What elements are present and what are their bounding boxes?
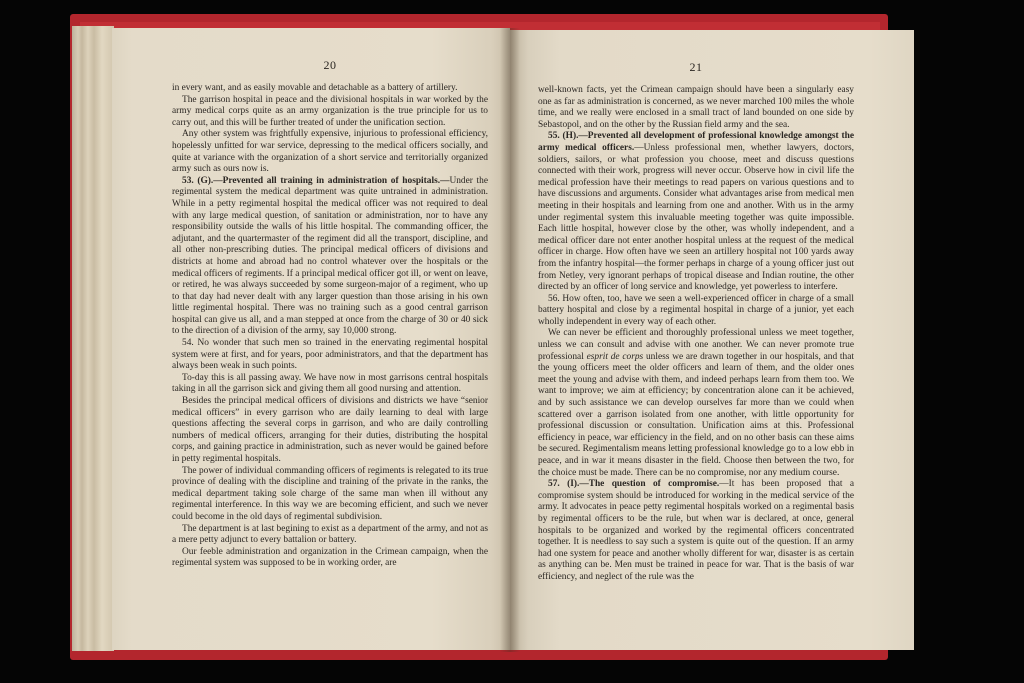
paragraph: well-known facts, yet the Crimean campaign should have been a singularly easy one as far as administration is concerned, as we never marched 100 miles the whole time, and we really were enclosed in a small tract of land bounded on one side by Sebastopol, and on the other by the Russian field army and the sea. — [538, 85, 854, 130]
paragraph-53-body: Under the regimental system the medical department was quite untrained in administration. While in a petty regimental hospital the medical officer was not required to deal with any large medical question, of sanitation or administration, nor to have any responsibility outside the walls of his little hospital. The commanding officer, the adjutant, and the quartermaster of the regiment did all the transport, discipline, and all other non-prescribing duties. The principal medical officers of divisions and districts at home and abroad had no control whatever over the hospitals or the medical officers of regiments. If a principal medical officer got ill, or went on leave, or retired, he was always succeeded by some surgeon-major of a regiment, who up to that day had never dealt with any larger question than those arising in his own little regimental hospital. There was no training such as a good central garrison hospital can give us all, and a man stepped at once from the charge of 30 or 40 sick to the direction of a division of the army, say 10,000 strong. — [172, 175, 489, 337]
paragraph-57 — [538, 479, 854, 583]
section-heading-55: 55. (H).—Prevented all development of professional knowledge amongst the army medical officers. — [538, 131, 854, 153]
paragraph: 54. No wonder that such men so trained in the enervating regimental hospital system were at first, and for years, poor administrators, and that the department has always been weak in such points. — [172, 338, 488, 372]
paragraph: To-day this is all passing away. We have now in most garrisons central hospitals taking in all the garrison sick and giving them all good nursing and attention. — [172, 372, 488, 395]
left-page — [112, 28, 510, 650]
right-page — [510, 30, 914, 650]
book-gutter — [500, 28, 520, 652]
paragraph: The department is at last begining to exist as a department of the army, and not as a mere petty adjunct to every battalion or battery. — [172, 523, 488, 546]
paragraph: The power of individual commanding officers of regiments is relegated to its true province of dealing with the discipline and training of the private in the ranks, the medical department taking sole charge of the same man when ill without any regimental interference. In this way we are becoming efficient, and such we never could become in the old days of regimental subdivision. — [172, 465, 488, 522]
paragraph: Our feeble administration and organization in the Crimean campaign, when the regimental system was supposed to be in working order, are — [172, 546, 488, 569]
text-run: unless we are drawn together in our hospitals, and that the young officers meet the older officers and learn of them, and the older ones meet the young and advise with them, and indeed perhaps learn from them too. We want to improve; we aim at efficiency; by concentration alone can it be achieved, and by such assistance we can develop ourselves far more than we could when scattered over a garrison isolated from one another, with little opportunity for professional discussion or consultation. Unification aims at this. Professional efficiency in peace, war efficiency in the field, and on no other basis can these aims be secured. Regimentalism means letting professional knowledge go to a low ebb in peace, and in war it means disaster in the field. Choose then between the two, for the choice must be made. There can be no compromise, nor any medium course. — [538, 351, 854, 478]
paragraph: The garrison hospital in peace and the divisional hospitals in war worked by the army medical corps quite as an army organization is the true principle for us to carry out, and this will be further treated of under the unification section. — [172, 94, 488, 128]
section-heading-57: 57. (I).—The question of compromise. — [548, 479, 720, 490]
text-run: We can never be efficient and thoroughly professional unless we meet together, unless we can consult and advise with one another. We can never promote true professional — [538, 328, 854, 362]
paragraph-55-body: —Unless professional men, whether lawyers, doctors, soldiers, sailors, or what profession you choose, meet and discuss questions connected with their work, progress will never occur. Observe how in civil life the medical profession have their meetings to read papers on various questions and to have discussions and arguments. Consider what advantages arise from medical men meeting in their hospitals and learning from one and another. With us in the army under regimental system this invaluable meeting together was quite impossible. Each little hospital, however close by the other, was wholly independent, and a medical officer dare not enter another hospital unless at the request of the medical officer in charge. How often have we seen an artillery hospital not 100 yards away from the infantry hospital—the former perhaps in charge of a young officer just out from Netley, very ignorant perhaps of tropical disease and Indian routine, the other directed by an officer of long service and knowledge, yet powerless to interfere. — [538, 142, 854, 293]
section-heading-53: 53. (G).—Prevented all training in administration of hospitals.— — [182, 175, 450, 186]
paragraph: Any other system was frightfully expensive, injurious to professional efficiency, hopelessly unfitted for war service, depressing to the medical officers socially, and quite at variance with the organization of a short service and territorially organized army such as ours now is. — [172, 129, 488, 175]
page-edges — [72, 26, 114, 651]
page-number-right: 21 — [689, 60, 703, 74]
italic-phrase: esprit de corps — [586, 351, 644, 362]
paragraph-57-body: —It has been proposed that a compromise system should be introduced for working in the medical service of the army. It advocates in peace petty regimental hospitals worked on a regimental basis by regimental officers to be the rule, but when war is declared, at once, general hospitals to be organized and worked by the regimental officers concentrated together. It is needless to say such a system is quite out of the question. If an army had one system for peace and another wholly different for war, disaster is as certain as anything can be. Men must be trained in peace for war. That is the basis of war efficiency, and neglect of the rule was the — [538, 479, 854, 582]
paragraph: in every want, and as easily movable and detachable as a battery of artillery. — [172, 83, 458, 93]
page-number-left: 20 — [323, 58, 337, 72]
paragraph-53 — [172, 176, 488, 338]
paragraph-55 — [538, 131, 854, 293]
paragraph: 56. How often, too, have we seen a well-experienced officer in charge of a small battery hospital and close by a regimental hospital in charge of a junior, yet each wholly independent in every way of each other. — [538, 293, 854, 327]
paragraph — [538, 328, 854, 479]
paragraph: Besides the principal medical officers of divisions and districts we have “senior medical officers” in every garrison who are daily learning to deal with large questions affecting the several corps in garrison, and who are daily controlling numbers of medical officers, arranging for their duties, distributing the hospital corps, and gaining practice in administration, such as never would be gained before in petty regimental hospitals. — [172, 396, 488, 464]
